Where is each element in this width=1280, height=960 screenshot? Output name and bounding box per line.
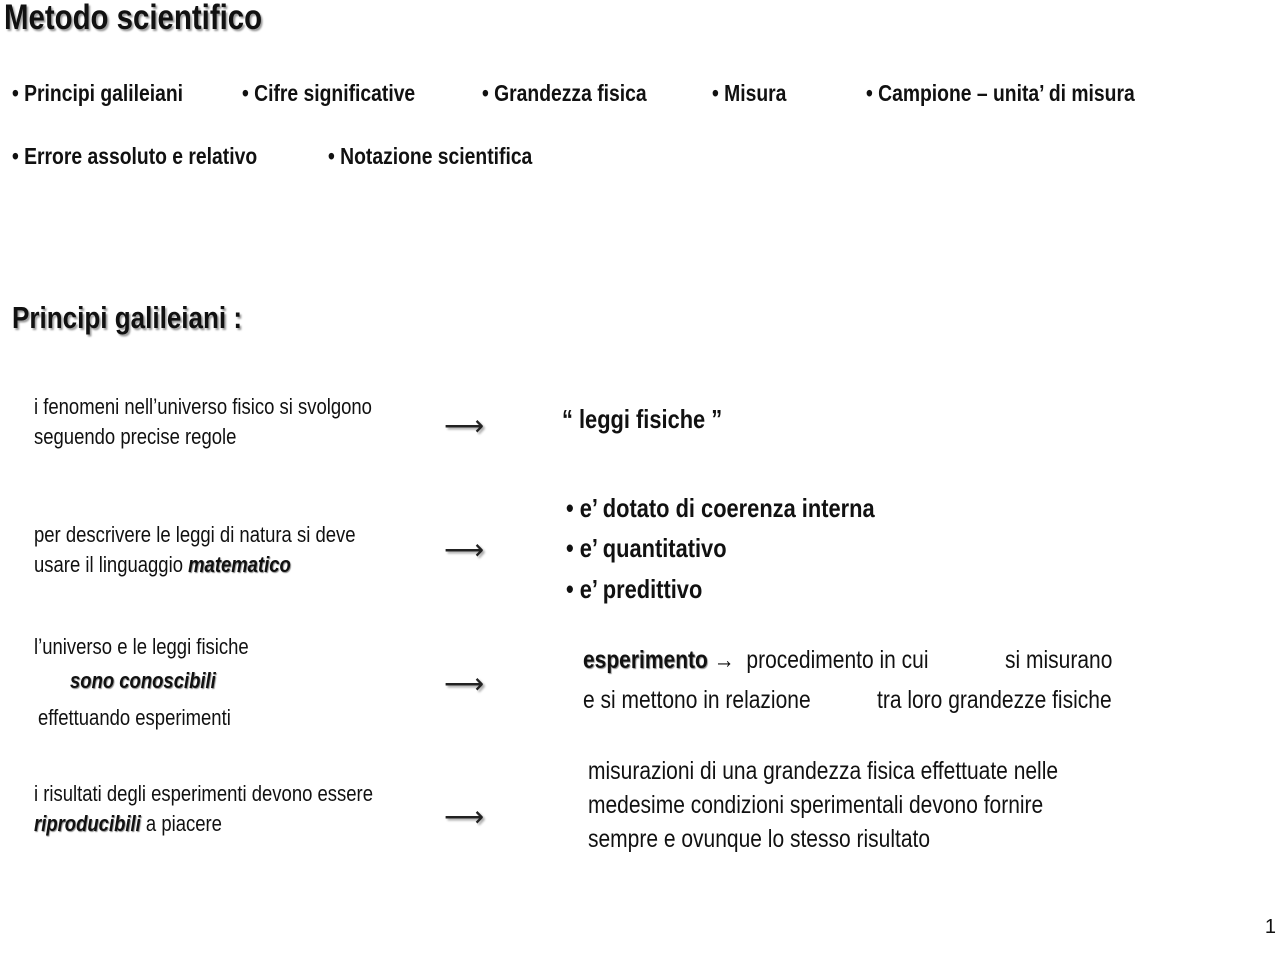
page-title: Metodo scientifico <box>4 0 263 37</box>
row2-left-text: per descrivere le leggi di natura si deve usare il linguaggio matematico <box>34 522 356 577</box>
row2-bullet-coerenza: • e’ dotato di coerenza interna <box>566 493 875 523</box>
row1-right-leggi-fisiche: “ leggi fisiche ” <box>562 404 723 434</box>
row2-emph-matematico: matematico <box>188 552 291 577</box>
row2-bullet-quantitativo: • e’ quantitativo <box>566 533 727 563</box>
row4-right-text: misurazioni di una grandezza fisica effettuate nelle medesime condizioni sperimentali devono fornire sempre e ovunque lo stesso risultato <box>588 757 1059 853</box>
row3-right-line2-end: tra loro grandezze fisiche <box>877 686 1112 714</box>
row3-left-emph-sono-conoscibili: sono conoscibili <box>70 668 216 693</box>
topic-principi-galileiani: • Principi galileiani <box>12 80 184 106</box>
row3-right-line1-end: si misurano <box>1005 646 1113 674</box>
row3-left-line1: l’universo e le leggi fisiche <box>34 634 249 659</box>
topic-misura: • Misura <box>712 80 787 106</box>
topic-campione-unita-di-misura: • Campione – unita’ di misura <box>866 80 1135 106</box>
row4-emph-riproducibili: riproducibili <box>34 811 141 836</box>
topic-errore-assoluto-relativo: • Errore assoluto e relativo <box>12 143 258 169</box>
row4-left-text: i risultati degli esperimenti devono essere riproducibili a piacere <box>34 781 373 836</box>
topic-notazione-scientifica: • Notazione scientifica <box>328 143 533 169</box>
topic-cifre-significative: • Cifre significative <box>242 80 416 106</box>
row2-arrow-icon: ⟶ <box>444 534 485 565</box>
row3-right-line1: esperimento → procedimento in cui <box>583 646 929 674</box>
row3-arrow-icon: ⟶ <box>444 668 485 699</box>
row4-arrow-icon: ⟶ <box>444 801 485 832</box>
row1-arrow-icon: ⟶ <box>444 410 485 441</box>
row2-bullet-predittivo: • e’ predittivo <box>566 574 703 604</box>
row1-left-text: i fenomeni nell’universo fisico si svolgono seguendo precise regole <box>34 394 372 449</box>
page-number: 1 <box>1264 916 1276 938</box>
row3-left-line3: effettuando esperimenti <box>38 705 231 730</box>
small-arrow-icon: → <box>713 646 735 674</box>
section-title: Principi galileiani : <box>12 300 243 335</box>
topic-grandezza-fisica: • Grandezza fisica <box>482 80 647 106</box>
row3-right-line2: e si mettono in relazione <box>583 686 811 714</box>
row3-keyword-esperimento: esperimento <box>583 646 708 674</box>
